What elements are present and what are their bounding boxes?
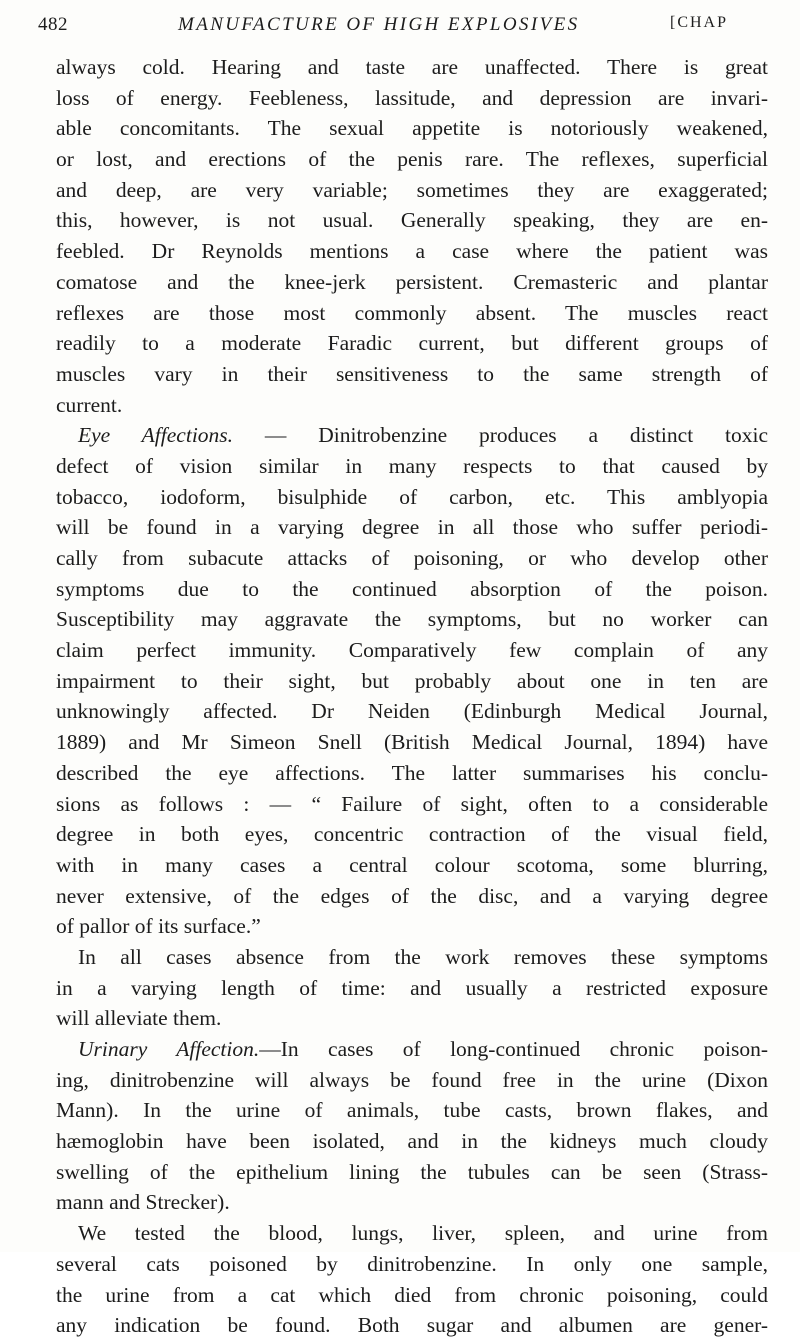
line-text: hæmoglobin have been isolated, and in the kidneys much cloudy xyxy=(56,1129,768,1154)
line-text: in a varying length of time: and usually a restricted exposure xyxy=(56,975,768,1000)
section-heading: Eye Affections. xyxy=(78,423,234,448)
chapter-label: [CHAP xyxy=(670,14,729,31)
text-line xyxy=(56,205,768,236)
line-text: defect of vision similar in many respects to that caused by xyxy=(56,453,768,478)
line-text: described the eye affections. The latter summarises his conclu- xyxy=(56,760,768,785)
line-text: impairment to their sight, but probably about one in ten are xyxy=(56,668,768,693)
text-line xyxy=(56,1218,768,1249)
text-line xyxy=(56,328,768,359)
line-text: swelling of the epithelium lining the tubules can be seen (Strass- xyxy=(56,1159,768,1184)
text-line xyxy=(56,1157,768,1188)
line-text: always cold. Hearing and taste are unaffected. There is great xyxy=(56,55,768,79)
text-line xyxy=(56,911,768,942)
text-line xyxy=(56,83,768,114)
text-line xyxy=(56,1034,768,1065)
line-text: comatose and the knee-jerk persistent. Cremasteric and plantar xyxy=(56,269,768,294)
text-line xyxy=(56,451,768,482)
text-line xyxy=(56,1126,768,1157)
line-text: of pallor of its surface.” xyxy=(56,914,261,939)
line-text: — Dinitrobenzine produces a distinct toxic xyxy=(233,423,768,448)
text-line xyxy=(56,175,768,206)
line-text: Susceptibility may aggravate the symptoms, but no worker can xyxy=(56,607,768,632)
text-line xyxy=(56,543,768,574)
text-line xyxy=(56,1280,768,1311)
text-line xyxy=(56,512,768,543)
line-text: ing, dinitrobenzine will always be found free in the urine (Dixon xyxy=(56,1067,768,1092)
text-line xyxy=(56,1095,768,1126)
text-line xyxy=(56,144,768,175)
line-text: sions as follows : — “ Failure of sight, often to a considerable xyxy=(56,791,768,816)
text-line xyxy=(56,1310,768,1341)
line-text: several cats poisoned by dinitrobenzine. In only one sample, xyxy=(56,1251,768,1276)
line-text: tobacco, iodoform, bisulphide of carbon, etc. This amblyopia xyxy=(56,484,768,509)
line-text: will be found in a varying degree in all those who suffer periodi- xyxy=(56,515,768,540)
text-line xyxy=(56,942,768,973)
text-line xyxy=(56,1065,768,1096)
line-text: degree in both eyes, concentric contraction of the visual field, xyxy=(56,822,768,847)
text-line xyxy=(56,420,768,451)
line-text: with in many cases a central colour scotoma, some blurring, xyxy=(56,852,768,877)
text-line xyxy=(56,390,768,421)
text-line xyxy=(56,696,768,727)
line-text: —In cases of long-continued chronic poison- xyxy=(259,1037,768,1061)
text-line xyxy=(56,727,768,758)
line-text: readily to a moderate Faradic current, but different groups of xyxy=(56,331,768,356)
text-line xyxy=(56,1003,768,1034)
line-text: any indication be found. Both sugar and albumen are gener- xyxy=(56,1313,768,1338)
line-text: or lost, and erections of the penis rare. The reflexes, superficial xyxy=(56,147,768,172)
text-line xyxy=(56,574,768,605)
line-text: loss of energy. Feebleness, lassitude, and depression are invari- xyxy=(56,85,768,110)
body-text xyxy=(56,52,768,1341)
text-line xyxy=(56,973,768,1004)
line-text: never extensive, of the edges of the disc, and a varying degree xyxy=(56,883,768,908)
text-line xyxy=(56,604,768,635)
line-text: In all cases absence from the work removes these symptoms xyxy=(78,944,768,969)
text-line xyxy=(56,236,768,267)
text-line xyxy=(56,758,768,789)
line-text: symptoms due to the continued absorption of the poison. xyxy=(56,576,768,601)
line-text: able concomitants. The sexual appetite is notoriously weakened, xyxy=(56,116,768,141)
line-text: 1889) and Mr Simeon Snell (British Medical Journal, 1894) have xyxy=(56,730,768,755)
page-number: 482 xyxy=(38,14,68,35)
text-line xyxy=(56,113,768,144)
text-line xyxy=(56,666,768,697)
text-line xyxy=(56,52,768,83)
line-text: and deep, are very variable; sometimes they are exaggerated; xyxy=(56,177,768,202)
line-text: feebled. Dr Reynolds mentions a case where the patient was xyxy=(56,239,768,264)
line-text: the urine from a cat which died from chronic poisoning, could xyxy=(56,1282,768,1307)
running-title: MANUFACTURE OF HIGH EXPLOSIVES xyxy=(178,14,580,35)
line-text: mann and Strecker). xyxy=(56,1190,230,1215)
line-text: cally from subacute attacks of poisoning, or who develop other xyxy=(56,546,768,570)
text-line xyxy=(56,789,768,820)
text-line xyxy=(56,850,768,881)
text-line xyxy=(56,635,768,666)
line-text: current. xyxy=(56,392,123,417)
line-text: unknowingly affected. Dr Neiden (Edinburgh Medical Journal, xyxy=(56,699,768,724)
text-line xyxy=(56,267,768,298)
line-text: reflexes are those most commonly absent. The muscles react xyxy=(56,300,768,325)
line-text: claim perfect immunity. Comparatively few complain of any xyxy=(56,638,768,663)
line-text: We tested the blood, lungs, liver, spleen, and urine from xyxy=(78,1221,768,1246)
text-line xyxy=(56,881,768,912)
text-line xyxy=(56,819,768,850)
page-header xyxy=(38,8,768,44)
text-line xyxy=(56,359,768,390)
text-line xyxy=(56,298,768,329)
section-heading: Urinary Affection. xyxy=(78,1037,260,1061)
text-line xyxy=(56,1187,768,1218)
line-text: Mann). In the urine of animals, tube casts, brown flakes, and xyxy=(56,1098,768,1123)
line-text: muscles vary in their sensitiveness to the same strength of xyxy=(56,361,768,386)
line-text: will alleviate them. xyxy=(56,1006,222,1031)
text-line xyxy=(56,1249,768,1280)
line-text: this, however, is not usual. Generally speaking, they are en- xyxy=(56,208,768,233)
text-line xyxy=(56,482,768,513)
